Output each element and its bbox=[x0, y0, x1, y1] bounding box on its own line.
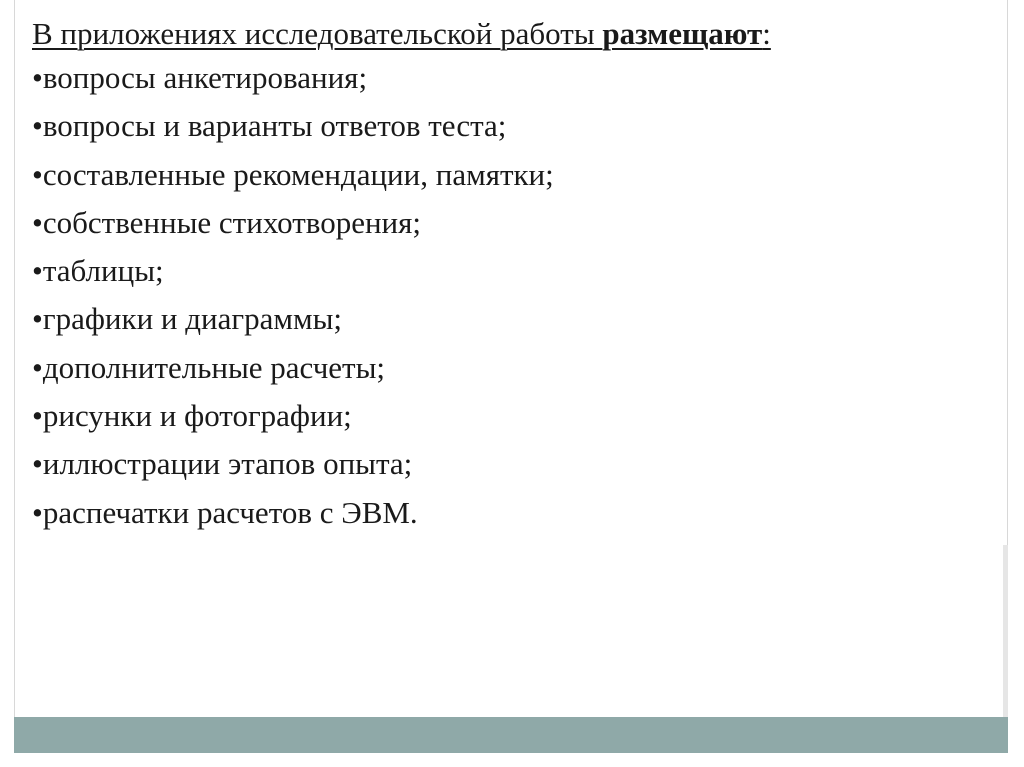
bullet-list bbox=[32, 54, 992, 537]
footer-edge bbox=[14, 753, 1008, 767]
heading-emphasis: размещают bbox=[602, 16, 763, 51]
list-item: •вопросы анкетирования; bbox=[32, 60, 368, 95]
list-item: •составленные рекомендации, памятки; bbox=[32, 156, 554, 192]
slide-content bbox=[32, 14, 992, 537]
list-item: •собственные стихотворения; bbox=[32, 204, 422, 240]
list-item: •графики и диаграммы; bbox=[32, 301, 343, 337]
slide-heading bbox=[32, 14, 992, 54]
footer-band bbox=[14, 717, 1008, 753]
list-item: •таблицы; bbox=[32, 253, 164, 289]
list-item: •рисунки и фотографии; bbox=[32, 398, 352, 434]
right-edge-accent bbox=[1003, 545, 1008, 720]
list-item: •дополнительные расчеты; bbox=[32, 349, 386, 385]
list-item: •иллюстрации этапов опыта; bbox=[32, 446, 413, 482]
heading-prefix: В приложениях исследовательской работы bbox=[32, 16, 603, 51]
list-item: •распечатки расчетов с ЭВМ. bbox=[32, 494, 418, 530]
heading-suffix: : bbox=[762, 16, 771, 51]
list-item: •вопросы и варианты ответов теста; bbox=[32, 108, 507, 144]
